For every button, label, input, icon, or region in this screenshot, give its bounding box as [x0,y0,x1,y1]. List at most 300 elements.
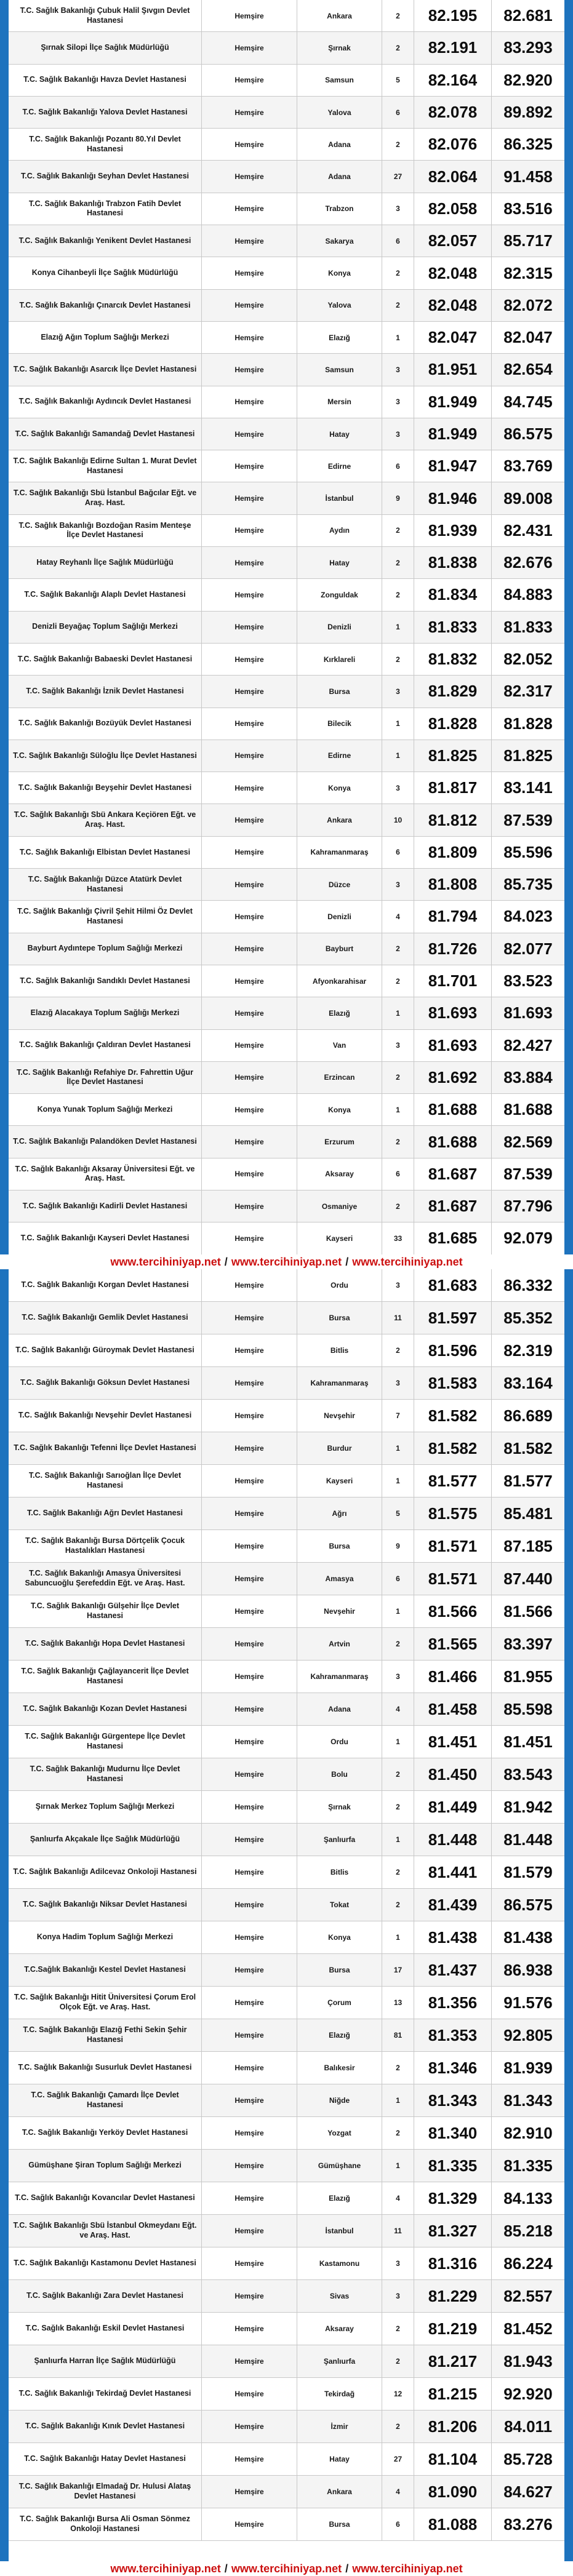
min-score-cell: 81.327 [414,2215,492,2247]
quota-cell: 6 [382,1563,414,1595]
min-score-cell: 82.048 [414,257,492,289]
table-row [9,901,564,933]
quota-cell: 1 [382,1595,414,1627]
institution-cell: T.C. Sağlık Bakanlığı Kayseri Devlet Hastanesi [9,1222,202,1254]
program-cell: Hemşire [202,1432,297,1464]
max-score-cell: 82.317 [503,682,553,701]
institution-cell: T.C. Sağlık Bakanlığı Kınık Devlet Hastanesi [9,2411,202,2442]
city-cell: Bursa [297,1302,382,1334]
quota-cell: 1 [382,1432,414,1464]
min-score-cell: 81.439 [414,1889,492,1921]
min-score-cell: 82.164 [414,65,492,96]
institution-cell: T.C. Sağlık Bakanlığı Hatay Devlet Hastanesi [9,2443,202,2475]
institution-cell: T.C. Sağlık Bakanlığı Refahiye Dr. Fahrettin Uğur İlçe Devlet Hastanesi [9,1062,202,1093]
max-score-cell: 84.627 [503,2482,553,2501]
institution-cell: T.C. Sağlık Bakanlığı Sbü Ankara Keçiören Eğt. ve Araş. Hast. [9,804,202,835]
table-row [9,644,564,676]
table-row [9,965,564,997]
footer-link[interactable]: www.tercihiniyap.net [110,1255,221,1268]
institution-cell: T.C. Sağlık Bakanlığı Yalova Devlet Hastanesi [9,97,202,128]
institution-cell: Hatay Reyhanlı İlçe Sağlık Müdürlüğü [9,547,202,578]
program-cell: Hemşire [202,708,297,740]
min-score-cell: 81.693 [414,1030,492,1061]
institution-cell: T.C. Sağlık Bakanlığı Bozüyük Devlet Hastanesi [9,708,202,740]
max-score-cell: 86.938 [503,1960,553,1979]
institution-cell: T.C. Sağlık Bakanlığı Süloğlu İlçe Devlet Hastanesi [9,740,202,772]
city-cell: Bursa [297,1530,382,1562]
institution-cell: T.C. Sağlık Bakanlığı Palandöken Devlet Hastanesi [9,1126,202,1157]
institution-cell: T.C. Sağlık Bakanlığı Sbü İstanbul Okmeydanı Eğt. ve Araş. Hast. [9,2215,202,2247]
quota-cell: 2 [382,2411,414,2442]
min-score-cell: 81.834 [414,579,492,610]
quota-cell: 5 [382,1497,414,1529]
quota-cell: 1 [382,997,414,1029]
program-cell: Hemşire [202,676,297,707]
program-cell: Hemşire [202,1062,297,1093]
program-cell: Hemşire [202,1465,297,1497]
max-score-cell: 83.523 [503,971,553,991]
program-cell: Hemşire [202,997,297,1029]
max-score-cell: 87.440 [503,1569,553,1588]
min-score-cell: 81.571 [414,1563,492,1595]
min-score-cell: 81.346 [414,2052,492,2084]
min-score-cell: 81.217 [414,2345,492,2377]
city-cell: Ankara [297,0,382,31]
min-score-cell: 81.582 [414,1432,492,1464]
quota-cell: 7 [382,1400,414,1432]
table-row [9,1954,564,1987]
table-row [9,2052,564,2084]
max-score-cell: 82.072 [503,295,553,314]
table-row [9,65,564,97]
institution-cell: T.C. Sağlık Bakanlığı Yerköy Devlet Hastanesi [9,2117,202,2149]
city-cell: Adana [297,129,382,160]
city-cell: Konya [297,257,382,289]
min-score-cell: 81.575 [414,1497,492,1529]
city-cell: Kahramanmaraş [297,1661,382,1693]
min-score-cell: 81.947 [414,450,492,482]
quota-cell: 3 [382,354,414,385]
institution-cell: T.C. Sağlık Bakanlığı Babaeski Devlet Hastanesi [9,644,202,675]
program-cell: Hemşire [202,1302,297,1334]
city-cell: Hatay [297,418,382,450]
city-cell: Niğde [297,2084,382,2116]
max-score-cell: 81.825 [503,746,553,765]
min-score-cell: 81.582 [414,1400,492,1432]
quota-cell: 3 [382,2280,414,2312]
footer-link[interactable]: www.tercihiniyap.net [231,2562,342,2575]
min-score-cell: 81.808 [414,869,492,900]
city-cell: Erzurum [297,1126,382,1157]
program-cell: Hemşire [202,1222,297,1254]
institution-cell: T.C. Sağlık Bakanlığı Trabzon Fatih Devlet Hastanesi [9,193,202,225]
quota-cell: 1 [382,1094,414,1125]
program-cell: Hemşire [202,1726,297,1758]
quota-cell: 2 [382,965,414,997]
institution-cell: Elazığ Ağın Toplum Sağlığı Merkezi [9,322,202,353]
program-cell: Hemşire [202,2117,297,2149]
right-blue-border [564,0,573,2576]
max-score-cell: 81.833 [503,617,553,636]
quota-cell: 3 [382,2247,414,2279]
max-score-cell: 81.943 [503,2351,553,2371]
program-cell: Hemşire [202,1824,297,1856]
footer-separator: / [345,2562,349,2575]
program-cell: Hemşire [202,2378,297,2410]
quota-cell: 2 [382,933,414,965]
table-row [9,225,564,257]
min-score-cell: 81.949 [414,418,492,450]
institution-cell: T.C. Sağlık Bakanlığı Sarıoğlan İlçe Devlet Hastanesi [9,1465,202,1497]
table-row [9,2182,564,2215]
max-score-cell: 82.052 [503,650,553,669]
program-cell: Hemşire [202,965,297,997]
program-cell: Hemşire [202,1661,297,1693]
city-cell: Çorum [297,1987,382,2019]
min-score-cell: 81.458 [414,1693,492,1725]
max-score-cell: 81.942 [503,1797,553,1816]
footer-link[interactable]: www.tercihiniyap.net [110,2562,221,2575]
table-row [9,2443,564,2476]
institution-cell: T.C. Sağlık Bakanlığı Zara Devlet Hastanesi [9,2280,202,2312]
quota-cell: 3 [382,1367,414,1399]
min-score-cell: 82.057 [414,225,492,257]
program-cell: Hemşire [202,2052,297,2084]
quota-cell: 4 [382,2476,414,2508]
city-cell: Ankara [297,2476,382,2508]
city-cell: Edirne [297,740,382,772]
quota-cell: 1 [382,708,414,740]
min-score-cell: 82.195 [414,0,492,31]
institution-cell: T.C. Sağlık Bakanlığı Adilcevaz Onkoloji Hastanesi [9,1856,202,1888]
program-cell: Hemşire [202,1758,297,1790]
max-score-cell: 82.557 [503,2286,553,2305]
quota-cell: 2 [382,1758,414,1790]
quota-cell: 1 [382,1726,414,1758]
institution-cell: T.C. Sağlık Bakanlığı Eskil Devlet Hastanesi [9,2313,202,2345]
site-footer-1 [0,1254,573,1269]
program-cell: Hemşire [202,129,297,160]
city-cell: Trabzon [297,193,382,225]
program-cell: Hemşire [202,2247,297,2279]
table-row [9,1367,564,1400]
city-cell: Düzce [297,869,382,900]
max-score-cell: 81.582 [503,1438,553,1457]
institution-cell: T.C. Sağlık Bakanlığı Mudurnu İlçe Devlet Hastanesi [9,1758,202,1790]
city-cell: Bitlis [297,1856,382,1888]
quota-cell: 2 [382,1791,414,1823]
quota-cell: 4 [382,1693,414,1725]
max-score-cell: 82.077 [503,939,553,958]
quota-cell: 11 [382,1302,414,1334]
city-cell: Bursa [297,2508,382,2540]
max-score-cell: 81.577 [503,1471,553,1490]
city-cell: Mersin [297,386,382,418]
program-cell: Hemşire [202,0,297,31]
max-score-cell: 82.910 [503,2123,553,2142]
quota-cell: 1 [382,1921,414,1953]
program-cell: Hemşire [202,547,297,578]
max-score-cell: 84.745 [503,392,553,411]
institution-cell: T.C. Sağlık Bakanlığı Kastamonu Devlet Hastanesi [9,2247,202,2279]
city-cell: İstanbul [297,2215,382,2247]
quota-cell: 3 [382,193,414,225]
program-cell: Hemşire [202,1334,297,1366]
city-cell: Konya [297,772,382,804]
min-score-cell: 81.450 [414,1758,492,1790]
min-score-cell: 81.726 [414,933,492,965]
footer-link[interactable]: www.tercihiniyap.net [352,1255,463,1268]
city-cell: Yozgat [297,2117,382,2149]
institution-cell: T.C. Sağlık Bakanlığı Elbistan Devlet Hastanesi [9,837,202,868]
min-score-cell: 81.829 [414,676,492,707]
max-score-cell: 83.884 [503,1067,553,1087]
institution-cell: Elazığ Alacakaya Toplum Sağlığı Merkezi [9,997,202,1029]
quota-cell: 2 [382,579,414,610]
institution-cell: T.C. Sağlık Bakanlığı Sbü İstanbul Bağcılar Eğt. ve Araş. Hast. [9,482,202,514]
city-cell: Ağrı [297,1497,382,1529]
institution-cell: Şanlıurfa Akçakale İlçe Sağlık Müdürlüğü [9,1824,202,1856]
table-row [9,2150,564,2182]
footer-link[interactable]: www.tercihiniyap.net [231,1255,342,1268]
quota-cell: 1 [382,1465,414,1497]
institution-cell: T.C. Sağlık Bakanlığı Nevşehir Devlet Hastanesi [9,1400,202,1432]
city-cell: Hatay [297,2443,382,2475]
footer-link[interactable]: www.tercihiniyap.net [352,2562,463,2575]
max-score-cell: 87.796 [503,1197,553,1216]
min-score-cell: 81.448 [414,1824,492,1856]
quota-cell: 3 [382,676,414,707]
institution-cell: T.C. Sağlık Bakanlığı Amasya Üniversitesi Sabuncuoğlu Şerefeddin Eğt. ve Araş. Hast. [9,1563,202,1595]
table-row [9,869,564,901]
quota-cell: 1 [382,2084,414,2116]
table-row [9,32,564,64]
table-row [9,322,564,354]
min-score-cell: 81.329 [414,2182,492,2214]
institution-cell: T.C. Sağlık Bakanlığı Tekirdağ Devlet Hastanesi [9,2378,202,2410]
program-cell: Hemşire [202,612,297,643]
min-score-cell: 81.683 [414,1269,492,1301]
city-cell: Samsun [297,65,382,96]
table-row [9,579,564,611]
table-row [9,676,564,708]
max-score-cell: 81.448 [503,1830,553,1849]
max-score-cell: 86.575 [503,425,553,443]
quota-cell: 1 [382,2150,414,2182]
institution-cell: T.C. Sağlık Bakanlığı Beyşehir Devlet Hastanesi [9,772,202,804]
table-row [9,290,564,322]
table-row [9,2313,564,2345]
city-cell: Ordu [297,1726,382,1758]
max-score-cell: 81.566 [503,1601,553,1621]
institution-cell: T.C. Sağlık Bakanlığı Çamardı İlçe Devlet Hastanesi [9,2084,202,2116]
table-row [9,193,564,225]
program-cell: Hemşire [202,1497,297,1529]
program-cell: Hemşire [202,772,297,804]
program-cell: Hemşire [202,1400,297,1432]
city-cell: Nevşehir [297,1595,382,1627]
institution-cell: T.C. Sağlık Bakanlığı Niksar Devlet Hastanesi [9,1889,202,1921]
program-cell: Hemşire [202,1856,297,1888]
institution-cell: T.C. Sağlık Bakanlığı Alaplı Devlet Hastanesi [9,579,202,610]
min-score-cell: 81.356 [414,1987,492,2019]
quota-cell: 6 [382,837,414,868]
city-cell: Afyonkarahisar [297,965,382,997]
institution-cell: T.C. Sağlık Bakanlığı Kozan Devlet Hastanesi [9,1693,202,1725]
max-score-cell: 89.008 [503,488,553,508]
table-row [9,515,564,547]
min-score-cell: 82.078 [414,97,492,128]
institution-cell: T.C. Sağlık Bakanlığı Ağrı Devlet Hastanesi [9,1497,202,1529]
city-cell: Bilecik [297,708,382,740]
program-cell: Hemşire [202,1987,297,2019]
institution-cell: T.C. Sağlık Bakanlığı Elmadağ Dr. Hulusi Alataş Devlet Hastanesi [9,2476,202,2508]
quota-cell: 10 [382,804,414,835]
table-row [9,2345,564,2378]
quota-cell: 3 [382,1661,414,1693]
min-score-cell: 81.438 [414,1921,492,1953]
table-row [9,450,564,482]
table-row [9,2215,564,2247]
table-row [9,1628,564,1661]
max-score-cell: 81.939 [503,2058,553,2077]
city-cell: Ankara [297,804,382,835]
program-cell: Hemşire [202,933,297,965]
min-score-cell: 81.353 [414,2019,492,2051]
quota-cell: 11 [382,2215,414,2247]
table-row [9,2247,564,2280]
table-row [9,612,564,644]
program-cell: Hemşire [202,1158,297,1190]
table-row [9,1158,564,1190]
program-cell: Hemşire [202,2182,297,2214]
min-score-cell: 81.687 [414,1190,492,1222]
table-row [9,1030,564,1062]
table-row [9,1126,564,1158]
program-cell: Hemşire [202,193,297,225]
max-score-cell: 81.451 [503,1732,553,1751]
quota-cell: 13 [382,1987,414,2019]
city-cell: Ordu [297,1269,382,1301]
max-score-cell: 87.539 [503,1164,553,1183]
city-cell: Balıkesir [297,2052,382,2084]
institution-cell: T.C. Sağlık Bakanlığı Gürgentepe İlçe Devlet Hastanesi [9,1726,202,1758]
institution-cell: T.C. Sağlık Bakanlığı Aksaray Üniversitesi Eğt. ve Araş. Hast. [9,1158,202,1190]
table-row [9,2280,564,2313]
institution-cell: T.C. Sağlık Bakanlığı Tefenni İlçe Devlet Hastanesi [9,1432,202,1464]
quota-cell: 27 [382,161,414,192]
program-cell: Hemşire [202,386,297,418]
table-row [9,2508,564,2541]
min-score-cell: 81.466 [414,1661,492,1693]
table-row [9,804,564,836]
city-cell: Erzincan [297,1062,382,1093]
program-cell: Hemşire [202,2280,297,2312]
min-score-cell: 81.565 [414,1628,492,1660]
program-cell: Hemşire [202,2084,297,2116]
institution-cell: T.C. Sağlık Bakanlığı Bursa Ali Osman Sönmez Onkoloji Hastanesi [9,2508,202,2540]
quota-cell: 17 [382,1954,414,1986]
quota-cell: 5 [382,65,414,96]
table-row [9,161,564,193]
max-score-cell: 86.332 [503,1275,553,1294]
table-row [9,354,564,386]
program-cell: Hemşire [202,1094,297,1125]
city-cell: Şırnak [297,1791,382,1823]
program-cell: Hemşire [202,740,297,772]
city-cell: İstanbul [297,482,382,514]
min-score-cell: 81.206 [414,2411,492,2442]
city-cell: Yalova [297,97,382,128]
min-score-cell: 81.335 [414,2150,492,2182]
institution-cell: T.C. Sağlık Bakanlığı Çubuk Halil Şıvgın Devlet Hastanesi [9,0,202,31]
institution-cell: T.C. Sağlık Bakanlığı Hitit Üniversitesi Çorum Erol Olçok Eğt. ve Araş. Hast. [9,1987,202,2019]
max-score-cell: 92.079 [503,1229,553,1248]
table-row [9,740,564,772]
min-score-cell: 81.583 [414,1367,492,1399]
max-score-cell: 85.735 [503,875,553,894]
quota-cell: 2 [382,2117,414,2149]
min-score-cell: 81.688 [414,1126,492,1157]
footer-separator: / [345,1255,349,1268]
table-row [9,1661,564,1693]
table-row [9,129,564,161]
city-cell: Yalova [297,290,382,321]
quota-cell: 2 [382,547,414,578]
min-score-cell: 81.340 [414,2117,492,2149]
table-row [9,1824,564,1856]
table-row [9,547,564,579]
quota-cell: 2 [382,129,414,160]
max-score-cell: 81.688 [503,1100,553,1119]
quota-cell: 12 [382,2378,414,2410]
institution-cell: T.C. Sağlık Bakanlığı Hopa Devlet Hastanesi [9,1628,202,1660]
table-row [9,482,564,514]
quota-cell: 2 [382,515,414,546]
table-row [9,1791,564,1824]
institution-cell: T.C. Sağlık Bakanlığı Gemlik Devlet Hastanesi [9,1302,202,1334]
city-cell: Tekirdağ [297,2378,382,2410]
quota-cell: 1 [382,612,414,643]
min-score-cell: 81.688 [414,1094,492,1125]
institution-cell: T.C. Sağlık Bakanlığı Korgan Devlet Hastanesi [9,1269,202,1301]
table-row [9,1190,564,1222]
table-row [9,1302,564,1334]
min-score-cell: 81.090 [414,2476,492,2508]
city-cell: Aydın [297,515,382,546]
program-cell: Hemşire [202,482,297,514]
program-cell: Hemşire [202,225,297,257]
program-cell: Hemşire [202,2508,297,2540]
quota-cell: 3 [382,1030,414,1061]
program-cell: Hemşire [202,290,297,321]
results-table-2 [9,1269,564,2541]
min-score-cell: 81.451 [414,1726,492,1758]
program-cell: Hemşire [202,579,297,610]
city-cell: Edirne [297,450,382,482]
max-score-cell: 85.598 [503,1699,553,1718]
max-score-cell: 81.693 [503,1003,553,1023]
city-cell: Samsun [297,354,382,385]
program-cell: Hemşire [202,418,297,450]
table-row [9,1530,564,1563]
table-row [9,1987,564,2019]
city-cell: Hatay [297,547,382,578]
institution-cell: T.C. Sağlık Bakanlığı Bozdoğan Rasim Menteşe İlçe Devlet Hastanesi [9,515,202,546]
min-score-cell: 81.441 [414,1856,492,1888]
max-score-cell: 87.539 [503,810,553,829]
program-cell: Hemşire [202,2345,297,2377]
